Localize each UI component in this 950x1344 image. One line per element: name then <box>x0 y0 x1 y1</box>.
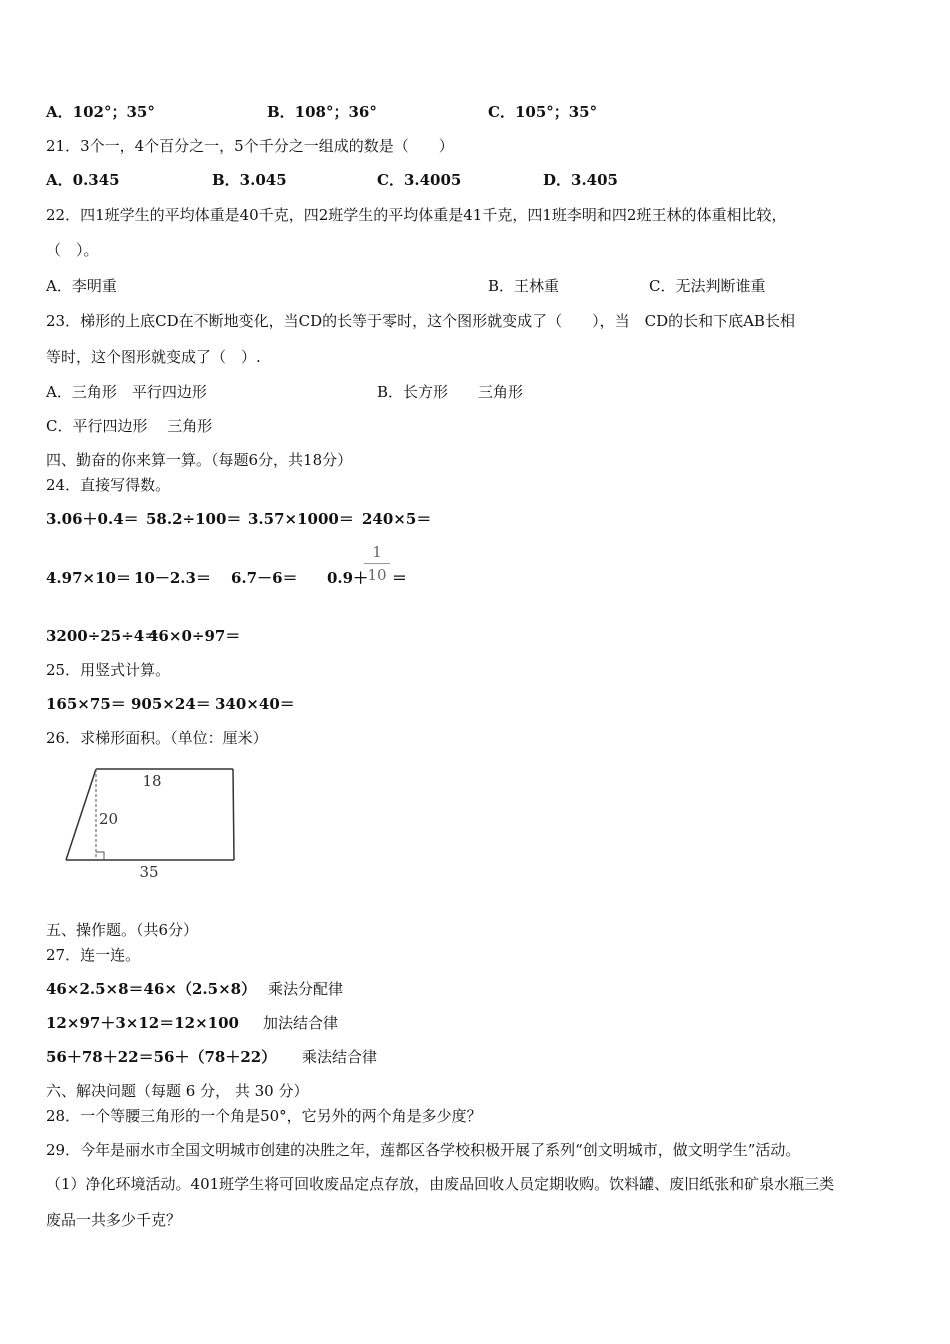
q25-item: 165×75＝ <box>46 695 126 713</box>
q21-option-d: D．3.405 <box>543 171 618 189</box>
q24-item: 240×5＝ <box>362 510 432 528</box>
q22-text-line2: （ ）。 <box>46 241 99 259</box>
q27-right-item: 加法结合律 <box>263 1014 339 1032</box>
q24-item: 3200÷25÷4＝ <box>46 627 160 645</box>
q20-option-a: A．102°；35° <box>46 103 155 121</box>
q25-title: 25．用竖式计算。 <box>46 661 171 679</box>
q28-text: 28．一个等腰三角形的一个角是50°，它另外的两个角是多少度？ <box>46 1107 482 1125</box>
right-angle-mark <box>96 852 104 860</box>
q24-item: 3.57×1000＝ <box>248 510 354 528</box>
trapezoid-top-label: 18 <box>142 772 162 790</box>
q27-left-item: 46×2.5×8＝46×（2.5×8） <box>46 980 257 998</box>
q23-option-c: C．平行四边形 三角形 <box>46 417 213 435</box>
q26-title: 26．求梯形面积。（单位：厘米） <box>46 729 268 747</box>
q24-item: 58.2÷100＝ <box>146 510 242 528</box>
q24-item: 4.97×10＝ <box>46 569 131 587</box>
q21-option-a: A．0.345 <box>46 171 120 189</box>
q27-left-item: 56＋78＋22＝56＋（78＋22） <box>46 1048 277 1066</box>
q20-option-c: C．105°；35° <box>488 103 598 121</box>
fraction-denominator: 10 <box>367 566 387 584</box>
q21-option-c: C．3.4005 <box>377 171 462 189</box>
q25-item: 905×24＝ <box>131 695 211 713</box>
q24-item: 10－2.3＝ <box>134 569 211 587</box>
q23-option-a: A．三角形 平行四边形 <box>46 383 207 401</box>
q22-text-line1: 22．四1班学生的平均体重是40千克，四2班学生的平均体重是41千克，四1班李明和四2班王林的体重相比较， <box>46 206 787 224</box>
trapezoid-left-edge <box>66 769 96 860</box>
q27-title: 27．连一连。 <box>46 946 141 964</box>
fraction-numerator: 1 <box>372 543 382 561</box>
q29-sub1-line1: （1）净化环境活动。401班学生将可回收废品定点存放，由废品回收人员定期收购。饮料罐、废旧纸张和矿泉水瓶三类 <box>46 1175 835 1193</box>
q27-right-item: 乘法分配律 <box>268 980 344 998</box>
trapezoid-figure <box>60 760 245 885</box>
q23-option-b: B．长方形 三角形 <box>377 383 524 401</box>
q22-option-c: C．无法判断谁重 <box>649 277 766 295</box>
q24-title: 24．直接写得数。 <box>46 476 171 494</box>
section-5-heading: 五、操作题。（共6分） <box>46 921 199 939</box>
fraction-bar <box>364 563 390 564</box>
q27-right-item: 乘法结合律 <box>302 1048 378 1066</box>
q22-option-b: B．王林重 <box>488 277 560 295</box>
section-6-heading: 六、解决问题（每题 6 分， 共 30 分） <box>46 1082 309 1100</box>
q27-left-item: 12×97＋3×12＝12×100 <box>46 1014 239 1032</box>
q23-text-line1: 23．梯形的上底CD在不断地变化，当CD的长等于零时，这个图形就变成了（ ），当 CD的长和下底AB长相 <box>46 312 795 330</box>
section-4-heading: 四、勤奋的你来算一算。（每题6分，共18分） <box>46 451 353 469</box>
q25-item: 340×40＝ <box>215 695 295 713</box>
trapezoid-height-label: 20 <box>99 810 119 828</box>
q24-fraction <box>364 543 390 584</box>
q24-item: 6.7－6＝ <box>231 569 298 587</box>
q24-item: 3.06＋0.4＝ <box>46 510 139 528</box>
trapezoid-bottom-label: 35 <box>139 863 159 881</box>
q21-text: 21．3个一，4个百分之一，5个千分之一组成的数是（ ） <box>46 137 454 155</box>
q22-option-a: A．李明重 <box>46 277 117 295</box>
q24-item: 46×0÷97＝ <box>148 627 241 645</box>
trapezoid-right-edge <box>233 769 234 860</box>
q24-equals: ＝ <box>392 569 408 587</box>
q29-sub1-line2: 废品一共多少千克？ <box>46 1211 182 1229</box>
q29-text: 29．今年是丽水市全国文明城市创建的决胜之年，莲都区各学校积极开展了系列“创文明城市，做文明学生”活动。 <box>46 1141 801 1159</box>
q24-item: 0.9＋ <box>327 569 369 587</box>
q21-option-b: B．3.045 <box>212 171 287 189</box>
q23-text-line2: 等时，这个图形就变成了（ ）. <box>46 348 261 366</box>
q20-option-b: B．108°；36° <box>267 103 377 121</box>
